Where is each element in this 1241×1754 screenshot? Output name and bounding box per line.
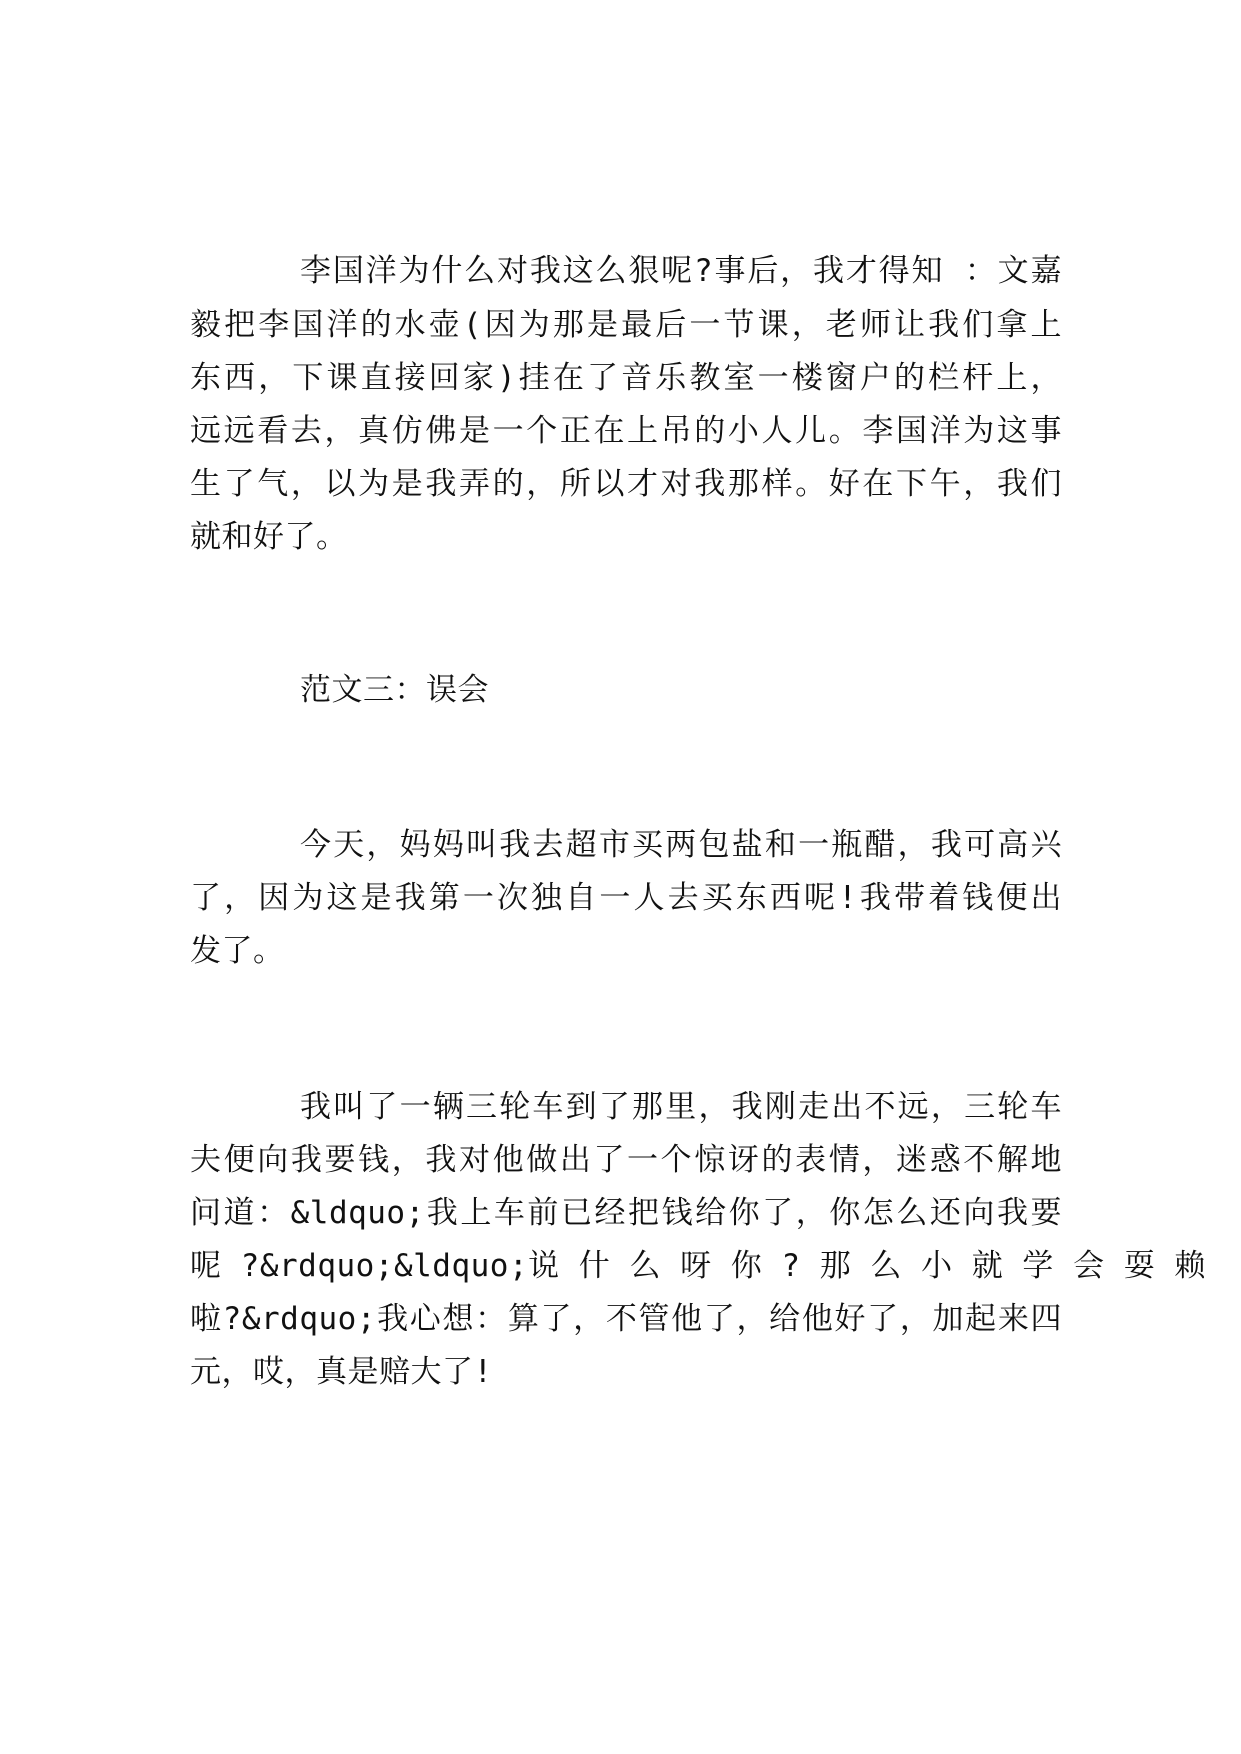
section-heading: 范文三：误会 <box>300 672 489 708</box>
paragraph-3-line-6: 元，哎，真是赔大了! <box>190 1354 493 1390</box>
paragraph-2-line-1: 今天，妈妈叫我去超市买两包盐和一瓶醋，我可高兴 <box>300 827 1062 863</box>
paragraph-3-line-4: 呢 ?&rdquo;&ldquo;说 什 么 呀 你 ? 那 么 小 就 学 会 耍 赖 <box>190 1248 1206 1284</box>
paragraph-1-line-6: 就和好了。 <box>190 519 348 555</box>
paragraph-1-line-4: 远远看去，真仿佛是一个正在上吊的小人儿。李国洋为这事 <box>190 413 1062 449</box>
paragraph-1-line-5: 生了气，以为是我弄的，所以才对我那样。好在下午，我们 <box>190 466 1062 502</box>
paragraph-1-line-1: 李国洋为什么对我这么狠呢?事后，我才得知 ：文嘉 <box>300 253 1062 289</box>
paragraph-2-line-3: 发了。 <box>190 933 285 969</box>
paragraph-2-line-2: 了，因为这是我第一次独自一人去买东西呢!我带着钱便出 <box>190 880 1062 916</box>
paragraph-1-line-2: 毅把李国洋的水壶(因为那是最后一节课，老师让我们拿上 <box>190 307 1062 343</box>
paragraph-3-line-2: 夫便向我要钱，我对他做出了一个惊讶的表情，迷惑不解地 <box>190 1142 1062 1178</box>
paragraph-3-line-5: 啦?&rdquo;我心想：算了，不管他了，给他好了，加起来四 <box>190 1301 1062 1337</box>
paragraph-1-line-3: 东西，下课直接回家)挂在了音乐教室一楼窗户的栏杆上， <box>190 360 1062 396</box>
paragraph-3-line-1: 我叫了一辆三轮车到了那里，我刚走出不远，三轮车 <box>300 1089 1062 1125</box>
paragraph-3-line-3: 问道：&ldquo;我上车前已经把钱给你了，你怎么还向我要 <box>190 1195 1062 1231</box>
